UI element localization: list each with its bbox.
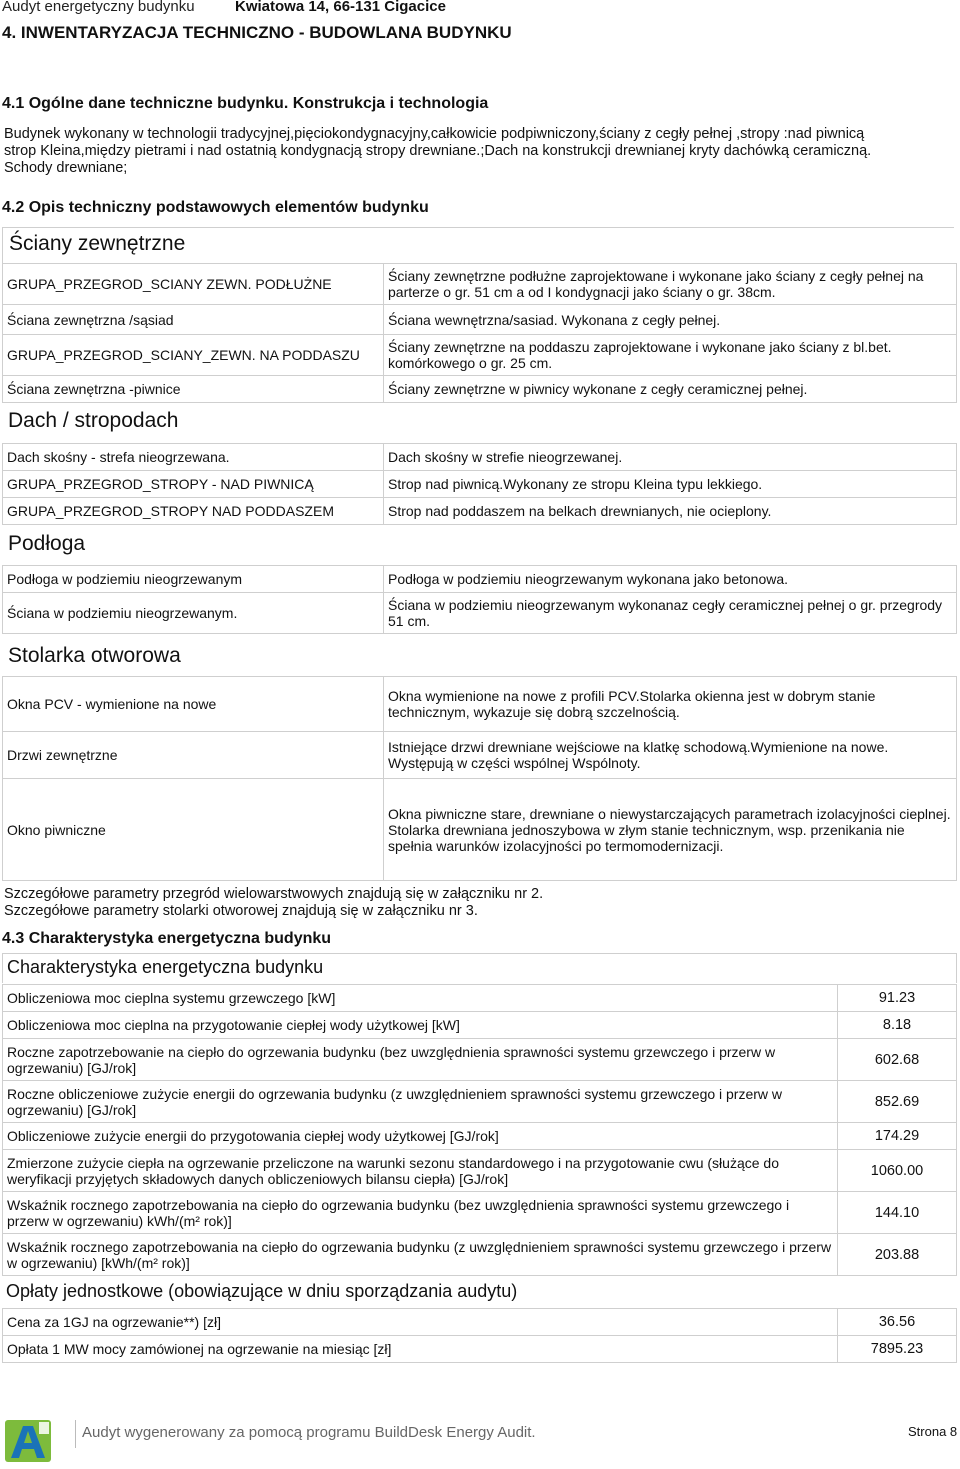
table-row xyxy=(3,677,957,732)
note-joinery: Szczegółowe parametry stolarki otworowej znajdują się w załączniku nr 3. xyxy=(4,903,478,919)
energy-value: 1060.00 xyxy=(838,1150,957,1192)
table-row xyxy=(3,1081,957,1123)
group-title-roof: Dach / stropodach xyxy=(8,409,179,432)
energy-value: 91.23 xyxy=(838,985,957,1012)
fees-table-title: Opłaty jednostkowe (obowiązujące w dniu sporządzania audytu) xyxy=(6,1281,518,1301)
row-label: Drzwi zewnętrzne xyxy=(3,732,384,779)
note-partitions: Szczegółowe parametry przegród wielowarstwowych znajdują się w załączniku nr 2. xyxy=(4,886,544,902)
fee-value: 36.56 xyxy=(838,1309,957,1336)
energy-table xyxy=(2,984,957,1276)
chapter-title: 4. INWENTARYZACJA TECHNICZNO - BUDOWLANA BUDYNKU xyxy=(2,23,512,42)
table-row xyxy=(3,593,957,634)
row-description: Okna wymienione na nowe z profili PCV.Stolarka okienna jest w dobrym stanie technicznym, wykazuje się dobrą szczelnością. xyxy=(384,677,957,732)
table-row xyxy=(3,1012,957,1039)
row-description-line: Stolarka drewniana jednoszybowa w złym stanie technicznym, wsp. przenikania nie spełnia warunków izolacyjności po termomodernizacji. xyxy=(388,821,905,854)
row-label: GRUPA_PRZEGROD_STROPY - NAD PIWNICĄ xyxy=(3,471,384,498)
table-row xyxy=(3,1123,957,1150)
section-42-heading: 4.2 Opis techniczny podstawowych elementów budynku xyxy=(2,199,429,216)
table-row xyxy=(3,376,957,403)
section-41-text-line3: Schody drewniane; xyxy=(4,160,128,176)
row-description: Ściany zewnętrzne podłużne zaprojektowane i wykonane jako ściany z cegły pełnej na parterze o gr. 51 cm a od I kondygnacji jako ściany o gr. 38cm. xyxy=(384,264,957,305)
energy-value: 852.69 xyxy=(838,1081,957,1123)
fee-value: 7895.23 xyxy=(838,1336,957,1363)
row-label: Ściana zewnętrzna /sąsiad xyxy=(3,305,384,335)
row-label: Ściana zewnętrzna -piwnice xyxy=(3,376,384,403)
group-title-joinery: Stolarka otworowa xyxy=(8,644,181,667)
section-41-heading: 4.1 Ogólne dane techniczne budynku. Konstrukcja i technologia xyxy=(2,95,489,112)
row-label: Podłoga w podziemiu nieogrzewanym xyxy=(3,566,384,593)
table-row xyxy=(3,498,957,525)
energy-label: Wskaźnik rocznego zapotrzebowania na ciepło do ogrzewania budynku (z uwzględnieniem sprawności systemu grzewczego i przerw w ogrzewaniu) [kWh/(m² rok)] xyxy=(3,1234,838,1276)
row-description: Strop nad piwnicą.Wykonany ze stropu Kleina typu lekkiego. xyxy=(384,471,957,498)
energy-value: 203.88 xyxy=(838,1234,957,1276)
table-row xyxy=(3,779,957,881)
section-41-text-line1: Budynek wykonany w technologii tradycyjnej,pięciokondygnacyjny,całkowicie podpiwniczony,ściany z cegły pełnej ,stropy :nad piwnicą xyxy=(4,126,865,142)
table-row xyxy=(3,1234,957,1276)
table-row xyxy=(3,471,957,498)
energy-label: Roczne obliczeniowe zużycie energii do ogrzewania budynku (z uwzględnieniem sprawności systemu grzewczego i przerw w ogrzewaniu) [GJ/rok] xyxy=(3,1081,838,1123)
row-description-line: Okna piwniczne stare, drewniane o niewystarczających parametrach izolacyjności cieplnej. xyxy=(388,805,951,822)
energy-value: 144.10 xyxy=(838,1192,957,1234)
row-label: Okna PCV - wymienione na nowe xyxy=(3,677,384,732)
group-title-walls: Ściany zewnętrzne xyxy=(2,227,954,263)
table-row xyxy=(3,985,957,1012)
energy-value: 174.29 xyxy=(838,1123,957,1150)
energy-label: Roczne zapotrzebowanie na ciepło do ogrzewania budynku (bez uwzględnienia sprawności systemu grzewczego i przerw w ogrzewaniu) [GJ/rok] xyxy=(3,1039,838,1081)
table-row xyxy=(3,264,957,305)
row-label: GRUPA_PRZEGROD_SCIANY_ZEWN. NA PODDASZU xyxy=(3,335,384,376)
table-row xyxy=(3,1150,957,1192)
table-row xyxy=(3,1309,957,1336)
section-41-text-line2: strop Kleina,między pietrami i nad ostatnią kondygnacją stropy drewniane.;Dach na konstrukcji drewnianej kryty dachówką ceramiczną. xyxy=(4,143,872,159)
page-number: Strona 8 xyxy=(908,1424,958,1439)
section-43-heading: 4.3 Charakterystyka energetyczna budynku xyxy=(2,930,332,947)
table-row xyxy=(3,732,957,779)
table-row xyxy=(3,444,957,471)
row-label: Okno piwniczne xyxy=(3,779,384,881)
header-address: Kwiatowa 14, 66-131 Cigacice xyxy=(235,0,446,15)
row-description: Istniejące drzwi drewniane wejściowe na klatkę schodową.Wymienione na nowe. Występują w części wspólnej Wspólnoty. xyxy=(384,732,957,779)
row-description: Ściany zewnętrzne w piwnicy wykonane z cegły ceramicznej pełnej. xyxy=(384,376,957,403)
floor-table xyxy=(2,565,957,634)
footer-separator xyxy=(75,1420,76,1448)
table-row xyxy=(3,335,957,376)
fee-label: Opłata 1 MW mocy zamówionej na ogrzewanie na miesiąc [zł] xyxy=(3,1336,838,1363)
row-description: Ściana w podziemiu nieogrzewanym wykonanaz cegły ceramicznej pełnej o gr. przegrody 51 cm. xyxy=(384,593,957,634)
fee-label: Cena za 1GJ na ogrzewanie**) [zł] xyxy=(3,1309,838,1336)
table-row xyxy=(3,305,957,335)
header-doc-title: Audyt energetyczny budynku xyxy=(2,0,195,15)
joinery-table xyxy=(2,676,957,881)
row-description xyxy=(384,779,957,881)
fees-table xyxy=(2,1308,957,1363)
table-row xyxy=(3,1192,957,1234)
table-row xyxy=(3,1039,957,1081)
energy-label: Obliczeniowa moc cieplna systemu grzewczego [kW] xyxy=(3,985,838,1012)
table-row xyxy=(3,566,957,593)
energy-value: 602.68 xyxy=(838,1039,957,1081)
builddesk-logo-icon xyxy=(3,1418,53,1464)
row-label: Dach skośny - strefa nieogrzewana. xyxy=(3,444,384,471)
row-label: Ściana w podziemiu nieogrzewanym. xyxy=(3,593,384,634)
group-title-floor: Podłoga xyxy=(8,532,86,555)
table-row xyxy=(3,1336,957,1363)
energy-table-title: Charakterystyka energetyczna budynku xyxy=(2,953,957,983)
roof-table xyxy=(2,443,957,525)
row-label: GRUPA_PRZEGROD_SCIANY ZEWN. PODŁUŻNE xyxy=(3,264,384,305)
row-description: Podłoga w podziemiu nieogrzewanym wykonana jako betonowa. xyxy=(384,566,957,593)
row-description: Dach skośny w strefie nieogrzewanej. xyxy=(384,444,957,471)
footer-generator-note: Audyt wygenerowany za pomocą programu BuildDesk Energy Audit. xyxy=(82,1424,536,1441)
walls-table xyxy=(2,263,957,403)
row-description: Strop nad poddaszem na belkach drewnianych, nie ocieplony. xyxy=(384,498,957,525)
energy-value: 8.18 xyxy=(838,1012,957,1039)
row-description: Ściana wewnętrzna/sasiad. Wykonana z cegły pełnej. xyxy=(384,305,957,335)
row-label: GRUPA_PRZEGROD_STROPY NAD PODDASZEM xyxy=(3,498,384,525)
energy-label: Zmierzone zużycie ciepła na ogrzewanie przeliczone na warunki sezonu standardowego i na przygotowanie cwu (służące do weryfikacji przyjętych składowych danych obliczeniowych bilansu ciepła) [GJ/rok] xyxy=(3,1150,838,1192)
energy-label: Wskaźnik rocznego zapotrzebowania na ciepło do ogrzewania budynku (bez uwzględnienia sprawności systemu grzewczego i przerw w ogrzewaniu) kWh/(m² rok)] xyxy=(3,1192,838,1234)
row-description: Ściany zewnętrzne na poddaszu zaprojektowane i wykonane jako ściany z bl.bet. komórkowego o gr. 25 cm. xyxy=(384,335,957,376)
energy-label: Obliczeniowa moc cieplna na przygotowanie ciepłej wody użytkowej [kW] xyxy=(3,1012,838,1039)
energy-label: Obliczeniowe zużycie energii do przygotowania ciepłej wody użytkowej [GJ/rok] xyxy=(3,1123,838,1150)
